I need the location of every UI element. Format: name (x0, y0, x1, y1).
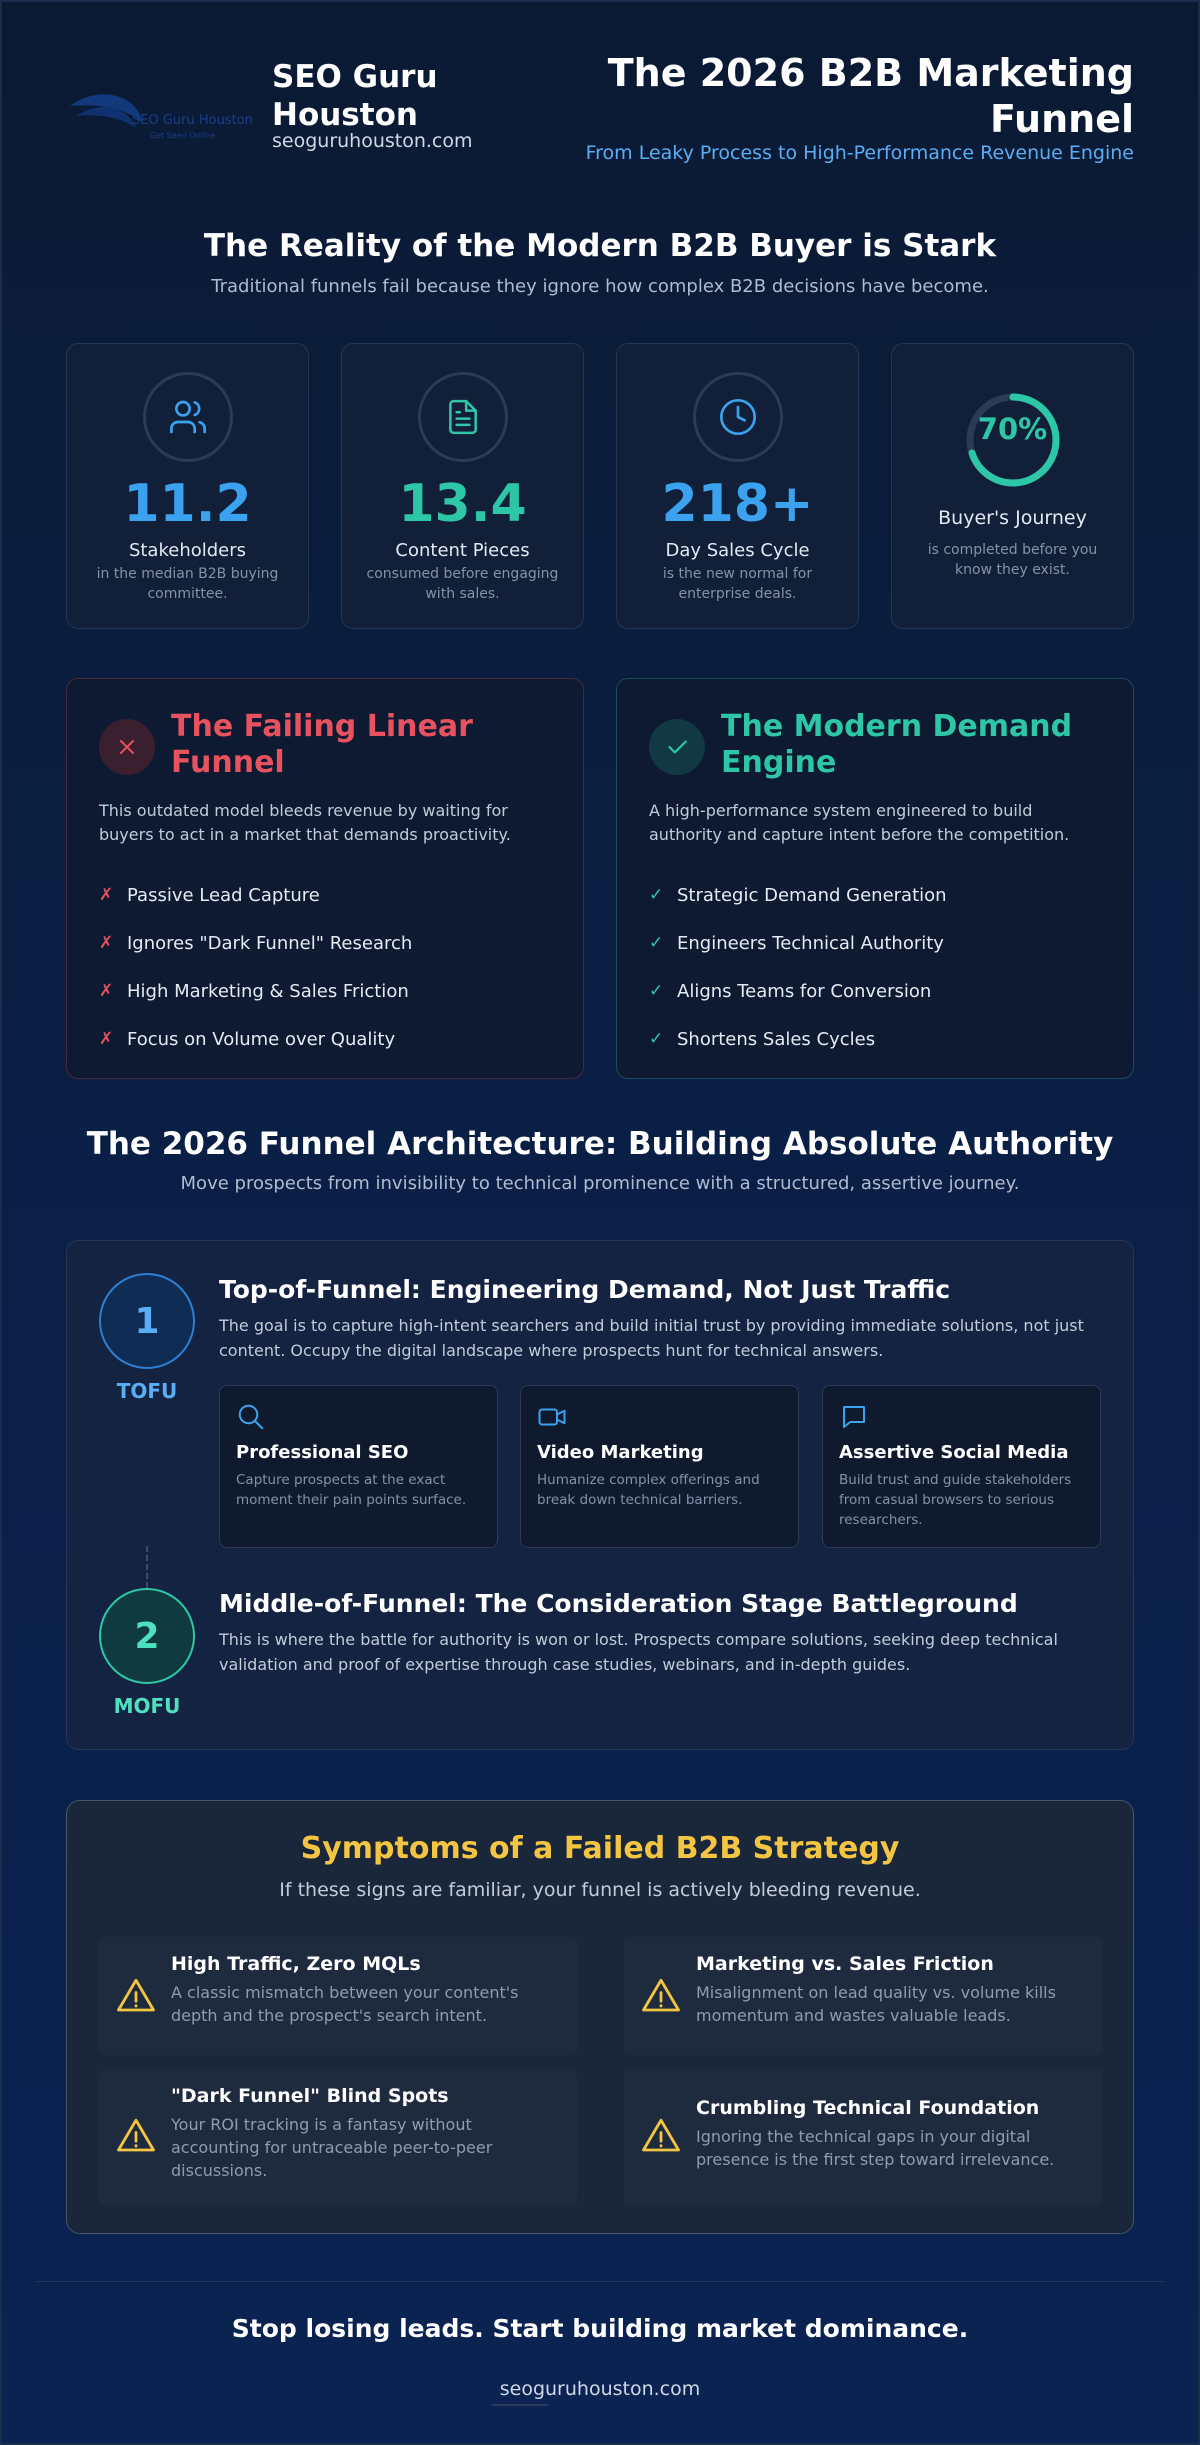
symptom-item (99, 2069, 577, 2205)
list-item (99, 967, 559, 1015)
modern-engine-description: A high-performance system engineered to build authority and capture intent before the competition. (649, 801, 1070, 844)
symptom-title: High Traffic, Zero MQLs (171, 1953, 421, 1975)
list-item (649, 919, 1109, 967)
checkmark-icon (649, 719, 705, 775)
tactic-title: Video Marketing (537, 1442, 704, 1463)
failing-funnel-description: This outdated model bleeds revenue by waiting for buyers to act in a market that demands proactivity. (99, 801, 511, 844)
symptoms-title: Symptoms of a Failed B2B Strategy (300, 1831, 900, 1866)
reality-title: The Reality of the Modern B2B Buyer is Stark (203, 228, 997, 264)
check-icon: ✓ (649, 933, 664, 953)
check-icon: ✓ (649, 1029, 664, 1049)
close-icon (99, 719, 155, 775)
stage-title-tofu: Top-of-Funnel: Engineering Demand, Not Just Traffic (219, 1275, 951, 1304)
list-item-label: Ignores "Dark Funnel" Research (127, 932, 413, 954)
stage-connector (146, 1546, 148, 1588)
list-item (649, 967, 1109, 1015)
tactic-description: Humanize complex offerings and break down technical barriers. (537, 1472, 760, 1508)
document-icon (418, 372, 508, 462)
stage-description-tofu: The goal is to capture high-intent searchers and build initial trust by providing immediate solutions, not just content. Occupy the digital landscape where prospects hunt for technical answers. (219, 1316, 1084, 1360)
stat-card-stakeholders (66, 343, 309, 629)
stage-number-mofu: 2 (99, 1588, 195, 1684)
symptom-description: A classic mismatch between your content's depth and the prospect's search intent. (171, 1983, 519, 2025)
list-item-label: Strategic Demand Generation (677, 884, 947, 906)
warning-icon (115, 2115, 157, 2157)
symptom-item (624, 2069, 1102, 2205)
cross-icon: ✗ (99, 885, 114, 905)
list-item (99, 919, 559, 967)
search-icon (236, 1402, 266, 1432)
stat-card-buyers-journey (891, 343, 1134, 629)
list-item-label: High Marketing & Sales Friction (127, 980, 409, 1002)
stage-tag-mofu: MOFU (113, 1694, 181, 1718)
check-icon: ✓ (649, 981, 664, 1001)
header (66, 50, 1134, 170)
failing-funnel-title: The Failing Linear Funnel (171, 709, 473, 780)
journey-percent: 70% (977, 412, 1048, 446)
stage-description-mofu: This is where the battle for authority is won or lost. Prospects compare solutions, seeking deep technical validation and proof of expertise through case studies, webinars, and in-depth guides. (219, 1630, 1058, 1674)
video-icon (537, 1402, 567, 1432)
symptom-description: Ignoring the technical gaps in your digital presence is the first step toward irrelevance. (696, 2127, 1055, 2169)
symptoms-panel (66, 1800, 1134, 2234)
tactic-description: Capture prospects at the exact moment their pain points surface. (236, 1472, 467, 1508)
tactic-card-seo (219, 1385, 498, 1548)
brand-name: SEO Guru Houston (272, 59, 438, 133)
warning-icon (640, 2115, 682, 2157)
people-icon (143, 372, 233, 462)
footer-ornament (492, 2403, 548, 2407)
modern-engine-title: The Modern Demand Engine (721, 709, 1073, 780)
warning-icon (640, 1975, 682, 2017)
tactic-description: Build trust and guide stakeholders from casual browsers to serious researchers. (839, 1472, 1072, 1528)
journey-label: Buyer's Journey (938, 507, 1087, 529)
list-item (649, 1015, 1109, 1063)
symptom-description: Your ROI tracking is a fantasy without accounting for untraceable peer-to-peer discussions. (171, 2115, 493, 2180)
architecture-panel (66, 1240, 1134, 1750)
stat-label: Day Sales Cycle (665, 540, 810, 561)
stat-card-sales-cycle (616, 343, 859, 629)
footer-divider (36, 2281, 1164, 2282)
page-subtitle: From Leaky Process to High-Performance Revenue Engine (585, 142, 1134, 164)
page-title: The 2026 B2B Marketing Funnel (607, 51, 1134, 141)
list-item-label: Focus on Volume over Quality (127, 1028, 396, 1050)
modern-engine-list (649, 871, 1109, 1063)
cross-icon: ✗ (99, 933, 114, 953)
stat-value: 218+ (661, 474, 814, 534)
stage-tag-tofu: TOFU (116, 1379, 178, 1403)
chat-icon (839, 1402, 869, 1432)
list-item-label: Aligns Teams for Conversion (677, 980, 932, 1002)
journey-description: is completed before you know they exist. (927, 542, 1098, 578)
tactic-title: Assertive Social Media (839, 1442, 1069, 1463)
footer-url[interactable]: seoguruhouston.com (499, 2378, 701, 2400)
symptoms-subtitle: If these signs are familiar, your funnel is actively bleeding revenue. (279, 1879, 921, 1901)
symptom-item (99, 1937, 577, 2055)
reality-subtitle: Traditional funnels fail because they ignore how complex B2B decisions have become. (211, 276, 989, 297)
tactic-card-social (822, 1385, 1101, 1548)
footer-cta: Stop losing leads. Start building market dominance. (231, 2314, 969, 2343)
brand-logo[interactable] (66, 82, 256, 152)
list-item-label: Shortens Sales Cycles (677, 1028, 876, 1050)
list-item (99, 1015, 559, 1063)
symptom-title: Crumbling Technical Foundation (696, 2097, 1040, 2119)
stat-label: Stakeholders (128, 540, 247, 561)
list-item (99, 871, 559, 919)
warning-icon (115, 1975, 157, 2017)
stat-description: consumed before engaging with sales. (366, 566, 559, 602)
stage-number-tofu: 1 (99, 1273, 195, 1369)
stat-value: 11.2 (123, 474, 252, 534)
tactic-card-video (520, 1385, 799, 1548)
cross-icon: ✗ (99, 1029, 114, 1049)
architecture-title: The 2026 Funnel Architecture: Building Absolute Authority (86, 1126, 1114, 1162)
brand-url[interactable]: seoguruhouston.com (272, 130, 473, 152)
stage-title-mofu: Middle-of-Funnel: The Consideration Stage Battleground (219, 1589, 1018, 1618)
list-item-label: Passive Lead Capture (127, 884, 320, 906)
symptom-description: Misalignment on lead quality vs. volume kills momentum and wastes valuable leads. (696, 1983, 1056, 2025)
tactic-title: Professional SEO (236, 1442, 409, 1463)
stat-value: 13.4 (398, 474, 527, 534)
stat-card-content-pieces (341, 343, 584, 629)
list-item-label: Engineers Technical Authority (677, 932, 944, 954)
stat-description: is the new normal for enterprise deals. (662, 566, 813, 602)
symptom-item (624, 1937, 1102, 2055)
stat-label: Content Pieces (395, 540, 530, 561)
svg-text:Get Seen Online: Get Seen Online (150, 131, 216, 140)
architecture-subtitle: Move prospects from invisibility to technical prominence with a structured, assertive journey. (180, 1173, 1020, 1194)
symptom-title: Marketing vs. Sales Friction (696, 1953, 994, 1975)
failing-funnel-list (99, 871, 559, 1063)
svg-text:SEO Guru Houston: SEO Guru Houston (132, 113, 253, 128)
cross-icon: ✗ (99, 981, 114, 1001)
failing-funnel-card (66, 678, 584, 1079)
stat-description: in the median B2B buying committee. (96, 566, 279, 602)
symptom-title: "Dark Funnel" Blind Spots (171, 2085, 449, 2107)
modern-engine-card (616, 678, 1134, 1079)
clock-icon (693, 372, 783, 462)
list-item (649, 871, 1109, 919)
check-icon: ✓ (649, 885, 664, 905)
